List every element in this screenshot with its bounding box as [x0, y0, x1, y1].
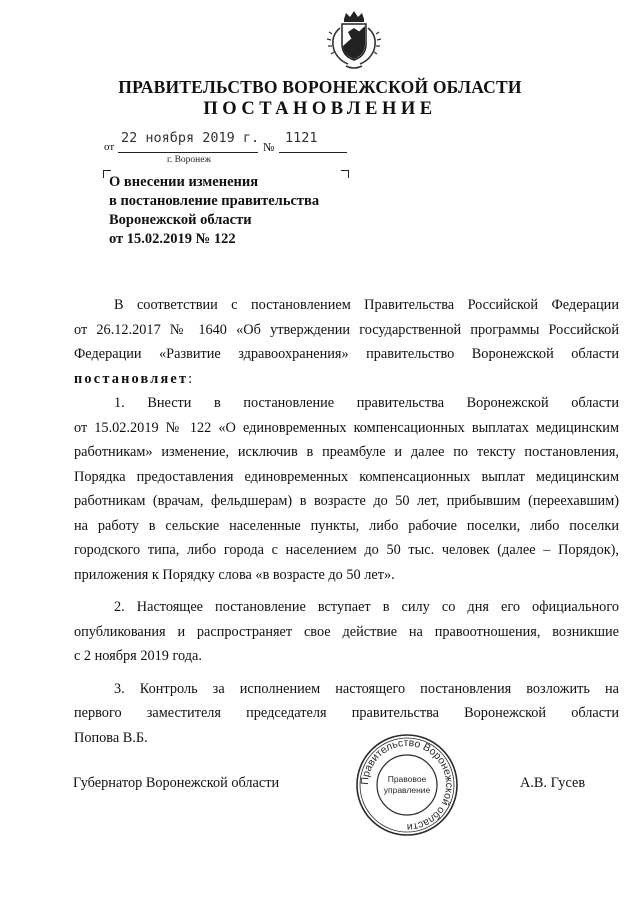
- title-line: Воронежской области: [109, 212, 252, 228]
- stamp-center-line: управление: [383, 785, 431, 795]
- body-line: 2. Настоящее постановление вступает в силу со дня его официального: [114, 599, 619, 615]
- document-body: [74, 293, 619, 750]
- decree-line: [74, 367, 619, 392]
- official-stamp: [355, 733, 459, 837]
- body-line: с 2 ноября 2019 года.: [74, 648, 202, 664]
- body-line: первого заместителя председателя правительства Воронежской области: [74, 705, 619, 721]
- signatory-name: А.В. Гусев: [520, 775, 586, 791]
- body-line: на работу в сельские населенные пункты, либо рабочие поселки, либо поселки: [74, 517, 619, 534]
- body-line: Попова В.Б.: [74, 729, 148, 746]
- date-underline: [118, 152, 258, 153]
- coat-of-arms-icon: [324, 10, 384, 72]
- title-line: О внесении изменения: [109, 174, 259, 190]
- title-corner-right: [341, 170, 349, 178]
- body-line: Порядка предоставления единовременных компенсационных выплат медицинским: [74, 468, 619, 485]
- stamp-ring-text: Правительство Воронежской области: [358, 736, 456, 834]
- body-line: В соответствии с постановлением Правительства Российской Федерации: [114, 297, 619, 313]
- body-line: опубликования и распространяет свое действие на правоотношения, возникшие: [74, 623, 619, 640]
- number-label: №: [263, 140, 275, 154]
- body-line: 3. Контроль за исполнением настоящего постановления возложить на: [114, 680, 619, 697]
- body-line: городского типа, либо города с населением до 50 тыс. человек (далее – Порядок),: [74, 542, 619, 558]
- document-type: ПОСТАНОВЛЕНИЕ: [203, 99, 437, 119]
- body-line: от 15.02.2019 № 122 «О единовременных компенсационных выплатах медицинским: [74, 419, 619, 436]
- decree-colon: :: [188, 370, 193, 387]
- body-line: 1. Внести в постановление правительства Воронежской области: [114, 395, 619, 411]
- body-line: Федерации «Развитие здравоохранения» правительство Воронежской области: [74, 346, 619, 362]
- from-label: от: [104, 141, 115, 153]
- number-underline: [279, 152, 347, 153]
- signatory-position: Губернатор Воронежской области: [73, 775, 280, 791]
- document-number: 1121: [285, 130, 318, 146]
- document-title: [109, 173, 319, 249]
- body-line: от 26.12.2017 № 1640 «Об утверждении государственной программы Российской: [74, 321, 619, 338]
- body-line: работникам» изменение, исключив в преамбуле и далее по тексту постановления,: [74, 444, 619, 460]
- document-date: 22 ноября 2019 г.: [121, 130, 260, 146]
- stamp-center-line: Правовое: [387, 774, 427, 784]
- body-line: работникам (врачам, фельдшерам) в возрасте до 50 лет, прибывшим (переехавшим): [74, 493, 619, 509]
- title-line: в постановление правительства: [109, 193, 320, 209]
- decree-word: постановляет: [74, 370, 189, 387]
- title-line: от 15.02.2019 № 122: [109, 231, 236, 247]
- body-line: приложения к Порядку слова «в возрасте до 50 лет».: [74, 566, 395, 583]
- organization-name: ПРАВИТЕЛЬСТВО ВОРОНЕЖСКОЙ ОБЛАСТИ: [118, 77, 522, 97]
- city: г. Воронеж: [167, 155, 212, 165]
